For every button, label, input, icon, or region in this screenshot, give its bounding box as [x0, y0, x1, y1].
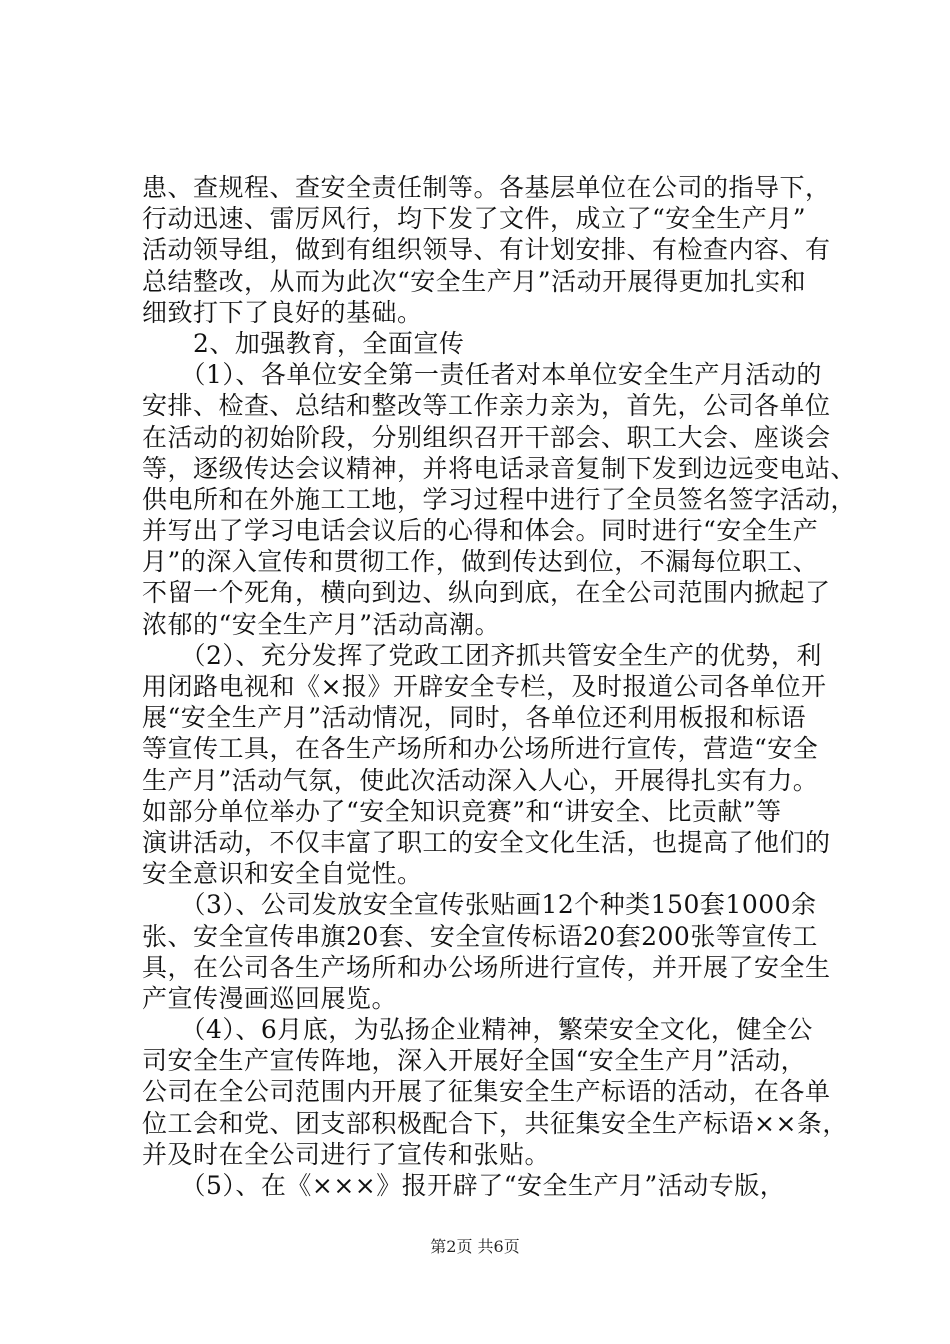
text-line: 在活动的初始阶段，分别组织召开干部会、职工大会、座谈会: [142, 422, 831, 452]
page-footer: [0, 1236, 950, 1258]
text-line: 供电所和在外施工工地，学习过程中进行了全员签名签字活动，: [142, 484, 857, 514]
text-line: 等宣传工具，在各生产场所和办公场所进行宣传，营造“安全: [142, 734, 819, 764]
text-line: （2）、充分发挥了党政工团齐抓共管安全生产的优势，利: [142, 640, 822, 670]
document-body: [142, 172, 857, 1201]
text-line: 并及时在全公司进行了宣传和张贴。: [142, 1139, 551, 1169]
text-line: 生产月”活动气氛，使此次活动深入人心，开展得扎实有力。: [142, 765, 819, 795]
text-line: 公司在全公司范围内开展了征集安全生产标语的活动，在各单: [142, 1077, 831, 1107]
text-line: 不留一个死角，横向到边、纵向到底，在全公司范围内掀起了: [142, 578, 831, 608]
text-line: 安全意识和安全自觉性。: [142, 859, 423, 889]
text-line: 浓郁的“安全生产月”活动高潮。: [142, 609, 501, 639]
text-line: 张、安全宣传串旗20套、安全宣传标语20套200张等宣传工: [142, 921, 818, 951]
text-line: （1）、各单位安全第一责任者对本单位安全生产月活动的: [142, 360, 822, 390]
text-line: 演讲活动，不仅丰富了职工的安全文化生活，也提高了他们的: [142, 827, 831, 857]
text-line: 位工会和党、团支部积极配合下，共征集安全生产标语××条，: [142, 1108, 848, 1138]
page-number: 第2页 共6页: [430, 1237, 520, 1256]
text-line: 具，在公司各生产场所和办公场所进行宣传，并开展了安全生: [142, 952, 831, 982]
text-line: 司安全生产宣传阵地，深入开展好全国“安全生产月”活动，: [142, 1046, 807, 1076]
text-line: 行动迅速、雷厉风行，均下发了文件，成立了“安全生产月”: [142, 204, 807, 234]
text-line: 总结整改，从而为此次“安全生产月”活动开展得更加扎实和: [142, 266, 807, 296]
text-line: （3）、公司发放安全宣传张贴画12个种类150套1000余: [142, 890, 817, 920]
text-line: 如部分单位举办了“安全知识竞赛”和“讲安全、比贡献”等: [142, 796, 782, 826]
text-line: （5）、在《×××》报开辟了“安全生产月”活动专版，: [142, 1171, 786, 1200]
text-line: 患、查规程、查安全责任制等。各基层单位在公司的指导下，: [142, 173, 831, 202]
text-line: 并写出了学习电话会议后的心得和体会。同时进行“安全生产: [142, 516, 819, 546]
text-line: 活动领导组，做到有组织领导、有计划安排、有检查内容、有: [142, 235, 831, 265]
text-line: 等，逐级传达会议精神，并将电话录音复制下发到边远变电站、: [142, 453, 857, 483]
section-heading: 2、加强教育，全面宣传: [142, 328, 465, 358]
text-line: 产宣传漫画巡回展览。: [142, 983, 398, 1013]
text-line: （4）、6月底，为弘扬企业精神，繁荣安全文化，健全公: [142, 1015, 813, 1045]
text-line: 用闭路电视和《×报》开辟安全专栏，及时报道公司各单位开: [142, 672, 827, 701]
text-line: 展“安全生产月”活动情况，同时，各单位还利用板报和标语: [142, 703, 807, 733]
text-line: 细致打下了良好的基础。: [142, 297, 423, 327]
text-line: 安排、检查、总结和整改等工作亲力亲为，首先，公司各单位: [142, 391, 831, 421]
text-line: 月”的深入宣传和贯彻工作，做到传达到位，不漏每位职工、: [142, 547, 819, 577]
